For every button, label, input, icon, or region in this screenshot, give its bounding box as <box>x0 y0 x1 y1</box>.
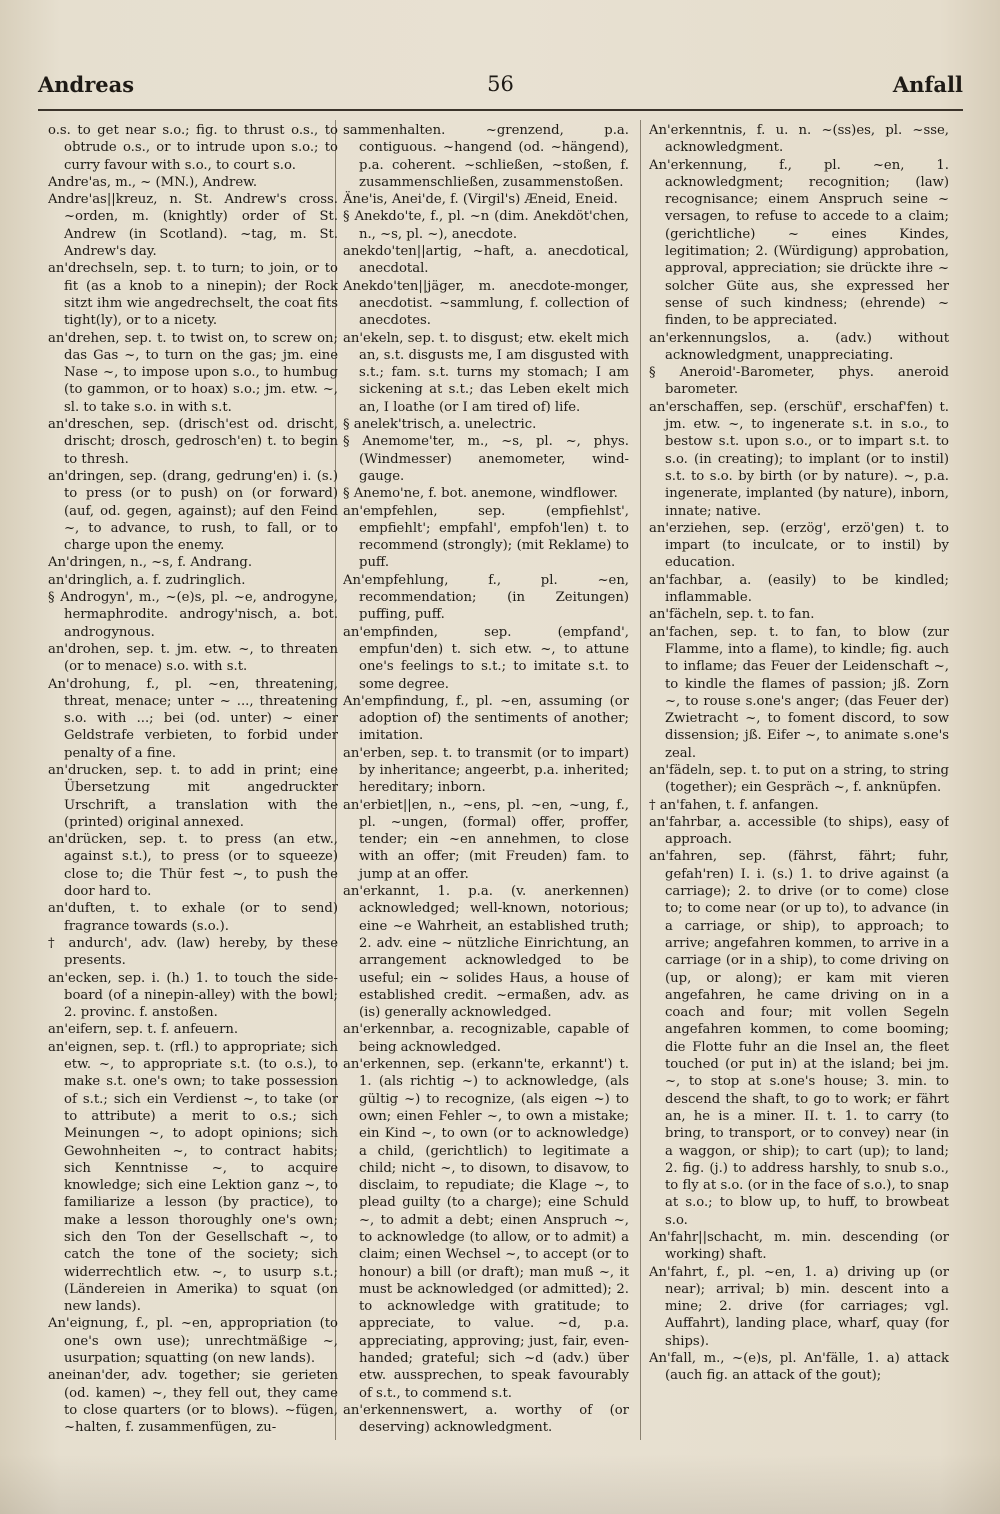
dictionary-entry: an'ekeln, sep. t. to disgust; etw. ekelt mich an, s.t. disgusts me, I am disgusted with s.t.; fam. s.t. turns my stomach; I am sickening at s.t.; das Leben ekelt mich an, I loathe (or I am tired of) life. <box>343 330 629 415</box>
dictionary-entry: an'drehen, sep. t. to twist on, to screw on; das Gas ~, to turn on the gas; jm. eine Nase ~, to impose upon s.o., to humbug (to gammon, or to hoax) s.o.; jm. etw. ~, sl. to take s.o. in with s.t. <box>48 330 338 415</box>
dictionary-entry: an'fachbar, a. (easily) to be kindled; inflammable. <box>649 572 949 606</box>
column-2 <box>343 122 629 1452</box>
dictionary-entry: an'dringen, sep. (drang, gedrung'en) i. (s.) to press (or to push) on (or forward) (auf, od. gegen, against); auf den Feind ~, to advance, to rush, to fall, or to charge upon the enemy. <box>48 468 338 554</box>
dictionary-entry: An'empfehlung, f., pl. ~en, recommendation; (in Zeitungen) puffing, puff. <box>343 572 629 623</box>
dictionary-entry: An'fahr||schacht, m. min. descending (or working) shaft. <box>649 1230 949 1263</box>
dictionary-entry: § Androgyn', m., ~(e)s, pl. ~e, androgyne, hermaphrodite. androgy'nisch, a. bot. androgynous. <box>48 590 338 640</box>
dictionary-entry: an'erschaffen, sep. (erschüf', erschaf'fen) t. jm. etw. ~, to ingenerate s.t. in s.o., to bestow s.t. upon s.o., or to impart s.t. to s.o. (in creating); to implant (or to instil) s.t. to s.o. by birth (or by nature). ~, p.a. ingenerate, implanted (by nature), inborn, innate; native. <box>649 399 949 519</box>
dictionary-entry: an'eifern, sep. t. f. anfeuern. <box>48 1022 239 1038</box>
dictionary-entry: an'drechseln, sep. t. to turn; to join, or to fit (as a knob to a ninepin); der Rock sitzt ihm wie angedrechselt, the coat fits tight(ly), or to a nicety. <box>48 261 338 329</box>
dictionary-entry: an'ecken, sep. i. (h.) 1. to touch the side-board (of a ninepin-alley) with the bowl; 2. provinc. f. anstoßen. <box>48 970 338 1021</box>
dictionary-entry: § Anemo'ne, f. bot. anemone, windflower. <box>343 486 618 502</box>
dictionary-entry: an'erben, sep. t. to transmit (or to impart) by inheritance; angeerbt, p.a. inherited; hereditary; inborn. <box>343 745 629 796</box>
column-divider <box>640 120 641 1440</box>
dictionary-entry: § Aneroid'-Barometer, phys. aneroid barometer. <box>649 365 949 398</box>
dictionary-entry: Äne'is, Anei'de, f. (Virgil's) Æneid, Eneid. <box>343 192 618 208</box>
dictionary-entry: sammenhalten. ~grenzend, p.a. contiguous. ~hangend (od. ~hängend), p.a. coherent. ~schließen, ~stoßen, f. zusammenschließen, zusammenstoßen. <box>343 123 629 190</box>
dictionary-entry: An'drohung, f., pl. ~en, threatening, threat, menace; unter ~ ..., threatening s.o. with ...; bei (od. unter) ~ einer Geldstrafe verbieten, to forbid under penalty of a fine. <box>48 676 338 761</box>
page-number: 56 <box>487 72 514 96</box>
dictionary-entry: anekdo'ten||artig, ~haft, a. anecdotical, anecdotal. <box>343 244 629 277</box>
dictionary-entry: An'fahrt, f., pl. ~en, 1. a) driving up (or near); arrival; b) min. descent into a mine; 2. drive (for carriages; vgl. Auffahrt), landing place, wharf, quay (for ships). <box>649 1264 949 1349</box>
column-1 <box>48 122 338 1452</box>
dictionary-entry: an'drucken, sep. t. to add in print; eine Übersetzung mit angedruckter Urschrift, a translation with the (printed) original annexed. <box>48 762 338 830</box>
dictionary-entry: An'empfindung, f., pl. ~en, assuming (or adoption of) the sentiments of another; imitation. <box>343 693 629 744</box>
dictionary-entry: an'erbiet||en, n., ~ens, pl. ~en, ~ung, f., pl. ~ungen, (formal) offer, proffer, tender; ein ~en annehmen, to close with an offer; (mit Freuden) fam. to jump at an offer. <box>343 797 629 882</box>
dictionary-entry: an'dreschen, sep. (drisch'est od. drischt, drischt; drosch, gedrosch'en) t. to begin to thresh. <box>48 417 338 467</box>
dictionary-entry: An'fall, m., ~(e)s, pl. An'fälle, 1. a) attack (auch fig. an attack of the gout); <box>649 1351 949 1384</box>
page-edge-shadow <box>0 1454 1000 1514</box>
dictionary-entry: an'drohen, sep. t. jm. etw. ~, to threaten (or to menace) s.o. with s.t. <box>48 641 338 675</box>
page-header <box>38 72 963 106</box>
dictionary-entry: an'drücken, sep. t. to press (an etw., against s.t.), to press (or to squeeze) close to; die Thür fest ~, to push the door hard to. <box>48 832 338 900</box>
dictionary-entry: Andre'as, m., ~ (MN.), Andrew. <box>48 174 258 190</box>
dictionary-entry: An'erkenntnis, f. u. n. ~(ss)es, pl. ~sse, acknowledgment. <box>649 123 949 156</box>
dictionary-entry: an'empfehlen, sep. (empfiehlst', empfiehlt'; empfahl', empfoh'len) t. to recommend (strongly); (mit Reklame) to puff. <box>343 503 629 571</box>
dictionary-entry: an'erkennenswert, a. worthy of (or deserving) acknowledgment. <box>343 1402 629 1436</box>
dictionary-entry: o.s. to get near s.o.; fig. to thrust o.s., to obtrude o.s., or to intrude upon s.o.; to curry favour with s.o., to court s.o. <box>48 123 338 173</box>
dictionary-entry: Andre'as||kreuz, n. St. Andrew's cross. ~orden, m. (knightly) order of St. Andrew (in Scotland). ~tag, m. St. Andrew's day. <box>48 192 338 260</box>
dictionary-entry: † andurch', adv. (law) hereby, by these presents. <box>48 935 338 969</box>
dictionary-entry: § Anekdo'te, f., pl. ~n (dim. Anekdöt'chen, n., ~s, pl. ~), anecdote. <box>343 209 629 242</box>
dictionary-entry: an'fahren, sep. (fährst, fährt; fuhr, gefah'ren) I. i. (s.) 1. to drive against (a carriage); 2. to drive (or to come) close to; to come near (or up to), to advance (in a carriage, or ship), to approach; to arrive; angefahren kommen, to arrive in a carriage (or in a ship), to come driving on (up, or along); er kam mit vieren angefahren, he came driving on in a coach and four; mit vollen Segeln angefahren kommen, to come booming; die Flotte fuhr an die Insel an, the fleet touched (or put in) at the island; bei jm. ~, to stop at s.one's house; 3. min. to descend the shaft, to go to work; er fährt an, he is a miner. II. t. 1. to carry (to bring, to transport, or to convey) near (in a waggon, or ship); to cart (up); to land; 2. fig. (j.) to address harshly, to snub s.o., to fly at s.o. (or in the face of s.o.), to snap at s.o.; to blow up, to huff, to browbeat s.o. <box>649 849 949 1228</box>
dictionary-entry: An'erkennung, f., pl. ~en, 1. acknowledgment; recognition; (law) recognisance; einem Anspruch seine ~ versagen, to refuse to accede to a claim; (gerichtliche) ~ eines Kindes, legitimation; 2. (Würdigung) approbation, approval, appreciation; sie drückte ihre ~ solcher Güte aus, she expressed her sense of such kindness; (ehrende) ~ finden, to be appreciated. <box>649 157 949 329</box>
dictionary-entry: an'erkennen, sep. (erkann'te, erkannt') t. 1. (als richtig ~) to acknowledge, (als gültig ~) to recognize, (als eigen ~) to own; einen Fehler ~, to own a mistake; ein Kind ~, to own (or to acknowledge) a child, (gerichtlich) to legitimate a child; nicht ~, to disown, to disavow, to disclaim, to repudiate; die Klage ~, to plead guilty (to a charge); eine Schuld ~, to admit a debt; einen Anspruch ~, to acknowledge (to allow, or to admit) a claim; einen Wechsel ~, to accept (or to honour) a bill (or draft); man muß ~, it must be acknowledged (or admitted); 2. to acknowledge with gratitude; to appreciate, to value. ~d, p.a. appreciating, approving; just, fair, even-handed; grateful; sich ~d (adv.) über etw. aussprechen, to speak favourably of s.t., to commend s.t. <box>343 1057 629 1401</box>
dictionary-entry: an'erkannt, 1. p.a. (v. anerkennen) acknowledged; well-known, notorious; eine ~e Wahrheit, an established truth; 2. adv. eine ~ nützliche Einrichtung, an arrangement acknowledged to be useful; ein ~ solides Haus, a house of established credit. ~ermaßen, adv. as (is) generally acknowledged. <box>343 884 629 1021</box>
header-left-guideword: Andreas <box>38 72 135 97</box>
header-rule <box>38 109 963 111</box>
dictionary-entry: an'erkennbar, a. recognizable, capable of being acknowledged. <box>343 1022 629 1055</box>
dictionary-entry: an'dringlich, a. f. zudringlich. <box>48 572 246 588</box>
dictionary-entry: an'fädeln, sep. t. to put on a string, to string (together); ein Gespräch ~, f. anknüpfen. <box>649 762 949 796</box>
dictionary-entry: Anekdo'ten||jäger, m. anecdote-monger, anecdotist. ~sammlung, f. collection of anecdotes. <box>343 278 629 329</box>
dictionary-entry: † an'fahen, t. f. anfangen. <box>649 797 819 813</box>
dictionary-entry: an'fächeln, sep. t. to fan. <box>649 607 815 623</box>
dictionary-entry: an'fahrbar, a. accessible (to ships), easy of approach. <box>649 814 949 848</box>
dictionary-entry: § Anemome'ter, m., ~s, pl. ~, phys. (Windmesser) anemometer, wind-gauge. <box>343 434 629 484</box>
dictionary-entry: an'duften, t. to exhale (or to send) fragrance towards (s.o.). <box>48 901 338 934</box>
dictionary-entry: aneinan'der, adv. together; sie gerieten (od. kamen) ~, they fell out, they came to close quarters (or to blows). ~fügen, ~halten, f. zusammenfügen, zu- <box>48 1368 338 1436</box>
dictionary-entry: an'fachen, sep. t. to fan, to blow (zur Flamme, into a flame), to kindle; fig. auch to inflame; das Feuer der Leidenschaft ~, to kindle the flames of passion; jß. Zorn ~, to rouse s.one's anger; (das Feuer der) Zwietracht ~, to foment discord, to sow dissension; jß. Eifer ~, to animate s.one's zeal. <box>649 624 949 761</box>
column-3 <box>649 122 949 1452</box>
dictionary-entry: an'eignen, sep. t. (rfl.) to appropriate; sich etw. ~, to appropriate s.t. (to o.s.), to make s.t. one's own; to take possession of s.t.; sich ein Verdienst ~, to take (or to attribute) a merit to o.s.; sich Meinungen ~, to adopt opinions; sich Gewohnheiten ~, to contract habits; sich Kenntnisse ~, to acquire knowledge; sich eine Lektion ganz ~, to familiarize a lesson (by practice), to make a lesson thoroughly one's own; sich den Ton der Gesellschaft ~, to catch the tone of the society; sich widerrechtlich etw. ~, to usurp s.t.; (Ländereien in Amerika) to squat (on new lands). <box>48 1039 338 1315</box>
dictionary-entry: an'erkennungslos, a. (adv.) without acknowledgment, unappreciating. <box>649 330 949 363</box>
dictionary-entry: An'dringen, n., ~s, f. Andrang. <box>48 555 253 571</box>
dictionary-entry: an'empfinden, sep. (empfand', empfun'den) t. sich etw. ~, to attune one's feelings to s.t.; to imitate s.t. to some degree. <box>343 624 629 692</box>
dictionary-entry: An'eignung, f., pl. ~en, appropriation (to one's own use); unrechtmäßige ~, usurpation; squatting (on new lands). <box>48 1316 338 1367</box>
header-right-guideword: Anfall <box>892 72 963 97</box>
dictionary-entry: § anelek'trisch, a. unelectric. <box>343 417 537 433</box>
dictionary-entry: an'erziehen, sep. (erzög', erzö'gen) t. to impart (to inculcate, or to instil) by education. <box>649 520 949 571</box>
